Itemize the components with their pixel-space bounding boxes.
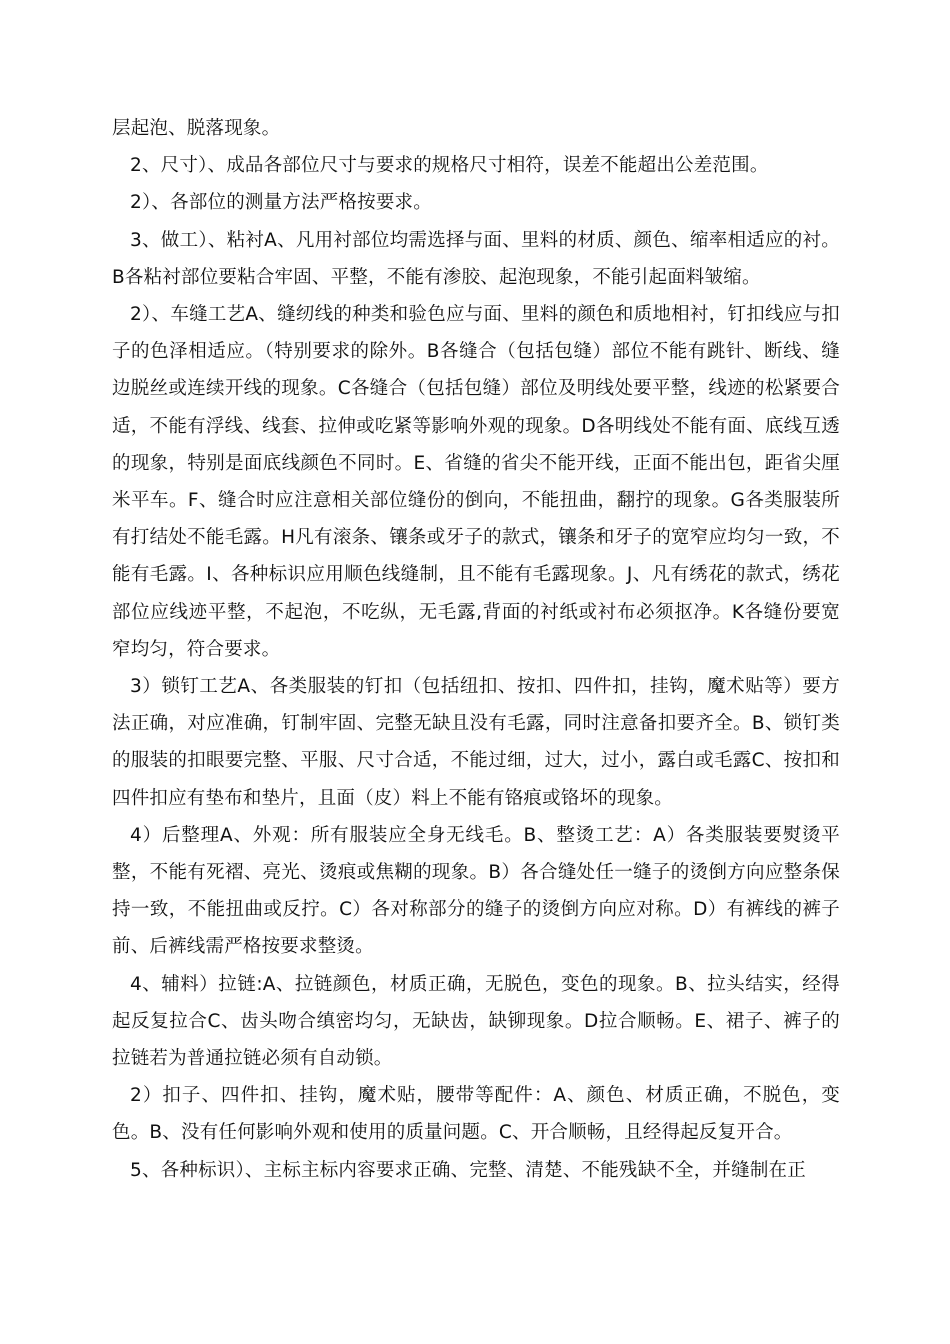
paragraph-size-requirement: 2、尺寸）、成品各部位尺寸与要求的规格尺寸相符，误差不能超出公差范围。	[130, 155, 769, 177]
paragraph-zipper-accessories: 4、辅料）拉链:A、拉链颜色，材质正确，无脱色，变色的现象。B、拉头结实，经得起反复拉合C、齿头吻合缜密均匀，无缺齿，缺铆现象。D拉合顺畅。E、裙子、裤子的拉链若为普通拉链必须有自动锁。	[112, 973, 840, 1070]
paragraph-sewing-process: 2）、车缝工艺A、缝纫线的种类和验色应与面、里料的颜色和质地相衬，钉扣线应与扣子的色泽相适应。（特别要求的除外。B各缝合（包括包缝）部位不能有跳针、断线、缝边脱丝或连续开线的现象。C各缝合（包括包缝）部位及明线处要平整，线迹的松紧要合适，不能有浮线、线套、拉伸或吃紧等影响外观的现象。D各明线处不能有面、底线互透的现象，特别是面底线颜色不同时。E、省缝的省尖不能开线，正面不能出包，距省尖厘米平车。F、缝合时应注意相关部位缝份的倒向，不能扭曲，翻拧的现象。G各类服装所有打结处不能毛露。H凡有滚条、镶条或牙子的款式，镶条和牙子的宽窄应均匀一致，不能有毛露。I、各种标识应用顺色线缝制，且不能有毛露现象。J、凡有绣花的款式，绣花部位应线迹平整，不起泡，不吃纵，无毛露,背面的衬纸或衬布必须抠净。K各缝份要宽窄均匀，符合要求。	[112, 304, 840, 660]
paragraph-interlining: 3、做工）、粘衬A、凡用衬部位均需选择与面、里料的材质、颜色、缩率相适应的衬。B各粘衬部位要粘合牢固、平整，不能有渗胶、起泡现象，不能引起面料皱缩。	[112, 229, 840, 288]
paragraph-button-accessories: 2）扣子、四件扣、挂钩，魔术贴，腰带等配件：A、颜色、材质正确，不脱色，变色。B、没有任何影响外观和使用的质量问题。C、开合顺畅，且经得起反复开合。	[112, 1085, 840, 1144]
paragraph-measurement-method: 2）、各部位的测量方法严格按要求。	[130, 192, 432, 214]
paragraph-finishing: 4）后整理A、外观：所有服装应全身无线毛。B、整烫工艺：A）各类服装要熨烫平整，不能有死褶、亮光、烫痕或焦糊的现象。B）各合缝处任一缝子的烫倒方向应整条保持一致，不能扭曲或反拧。C）各对称部分的缝子的烫倒方向应对称。D）有裤线的裤子前、后裤线需严格按要求整烫。	[112, 824, 840, 958]
paragraph-buttoning-process: 3）锁钉工艺A、各类服装的钉扣（包括纽扣、按扣、四件扣，挂钩，魔术贴等）要方法正确，对应准确，钉制牢固、完整无缺且没有毛露，同时注意备扣要齐全。B、锁钉类的服装的扣眼要完整、平服、尺寸合适，不能过细，过大，过小，露白或毛露C、按扣和四件扣应有垫布和垫片，且面（皮）料上不能有铬痕或铬坏的现象。	[112, 676, 840, 809]
document-body	[112, 110, 840, 1189]
paragraph-labels: 5、各种标识）、主标主标内容要求正确、完整、清楚、不能残缺不全，并缝制在正	[130, 1159, 806, 1181]
paragraph-continuation: 层起泡、脱落现象。	[112, 118, 281, 139]
